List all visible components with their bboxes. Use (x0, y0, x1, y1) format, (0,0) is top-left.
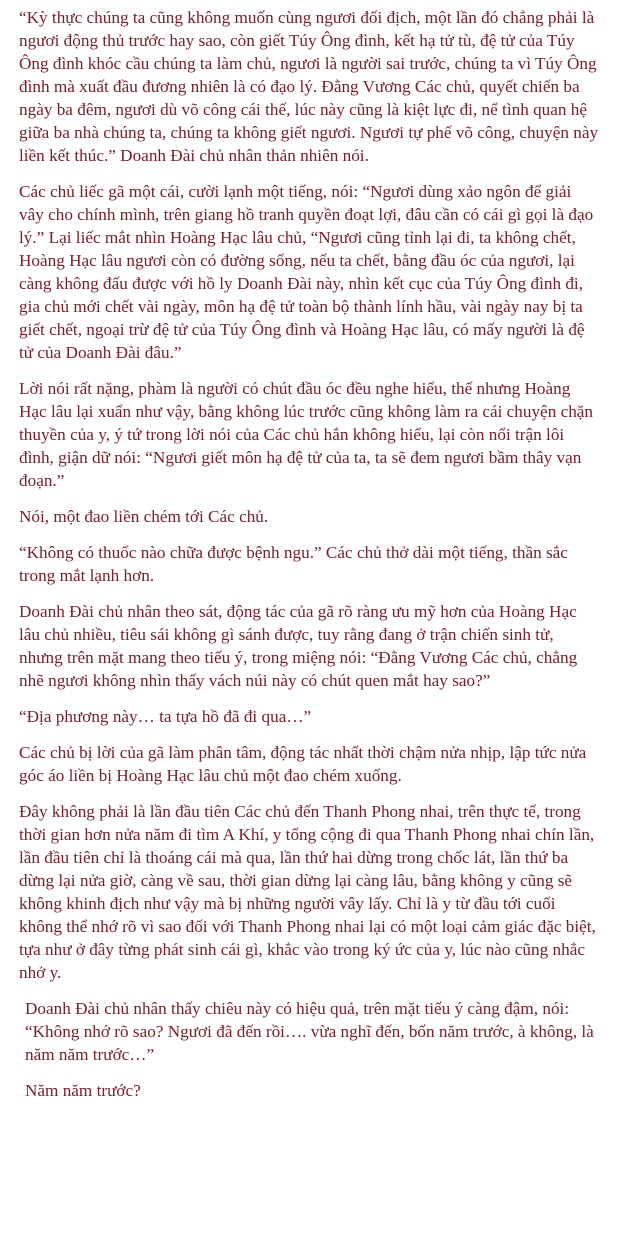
paragraph-9: Đây không phải là lần đầu tiên Các chủ đến Thanh Phong nhai, trên thực tế, trong thời gian hơn nửa năm đi tìm A Khí, y tổng cộng đi qua Thanh Phong nhai chín lần, lần đầu tiên chỉ là thoáng cái mà qua, lần thứ hai dừng trong chốc lát, lần thứ ba dừng lại nửa giờ, càng về sau, thời gian dừng lại càng lâu, bằng không y cũng sẽ không khinh địch như vậy mà bị những người vây lấy. Chỉ là y từ đầu tới cuối không thể nhớ rõ vì sao đối với Thanh Phong nhai lại có một loại cảm giác đặc biệt, tựa như ở đây từng phát sinh cái gì, khắc vào trong ký ức của y, lúc nào cũng nhắc nhở y. (19, 802, 596, 982)
paragraph-10: Doanh Đài chủ nhân thấy chiêu này có hiệu quả, trên mặt tiếu ý càng đậm, nói: “Không nhớ rõ sao? Ngươi đã đến rồi…. vừa nghĩ đến, bốn năm trước, à không, là năm năm trước…” (25, 999, 594, 1064)
paragraph-7: “Địa phương này… ta tựa hồ đã đi qua…” (19, 707, 312, 726)
paragraph-11: Năm năm trước? (25, 1081, 141, 1100)
paragraph-2: Các chủ liếc gã một cái, cười lạnh một tiếng, nói: “Ngươi dùng xảo ngôn để giải vây cho chính mình, trên giang hồ tranh quyền đoạt lợi, đâu cần có cái gì gọi là đạo lý.” Lại liếc mắt nhìn Hoàng Hạc lâu chủ, “Ngươi cũng tỉnh lại đi, ta không chết, Hoàng Hạc lâu ngươi còn có đường sống, nếu ta chết, bằng đầu óc của ngươi, lại càng không đấu được với hồ ly Doanh Đài này, nhìn kết cục của Túy Ông đình đi, gia chủ mới chết vài ngày, môn hạ đệ tử toàn bộ thành lính hầu, vài ngày nay bị ta giết chết, ngoại trừ đệ tử của Túy Ông đình và Hoàng Hạc lâu, có mấy người là đệ tử của Doanh Đài đâu.” (19, 182, 594, 362)
paragraph-4: Nói, một đao liền chém tới Các chủ. (19, 507, 269, 526)
paragraph-8: Các chủ bị lời của gã làm phân tâm, động tác nhất thời chậm nửa nhịp, lập tức nửa góc áo liền bị Hoàng Hạc lâu chủ một đao chém xuống. (19, 743, 587, 785)
paragraph-1: “Kỳ thực chúng ta cũng không muốn cùng ngươi đối địch, một lần đó chẳng phải là ngươi động thủ trước hay sao, còn giết Túy Ông đình, kết hạ tử tù, đệ tử của Túy Ông đình khóc cầu chúng ta làm chủ, ngươi là người sai trước, chúng ta vì Túy Ông đình mà xuất đầu đương nhiên là có đạo lý. Đằng Vương Các chủ, quyết chiến ba ngày ba đêm, ngươi dù võ công cái thế, lúc này cũng là kiệt lực đi, nể tình quan hệ giữa ba nhà chúng ta, chúng ta không giết ngươi. Ngươi tự phế võ công, chuyện này liền kết thúc.” Doanh Đài chủ nhân thản nhiên nói. (19, 8, 599, 165)
paragraph-5: “Không có thuốc nào chữa được bệnh ngu.” Các chủ thở dài một tiếng, thần sắc trong mắt lạnh hơn. (19, 543, 568, 585)
paragraph-3: Lời nói rất nặng, phàm là người có chút đầu óc đều nghe hiểu, thế nhưng Hoàng Hạc lâu lại xuẩn như vậy, bằng không lúc trước cũng không làm ra cái chuyện chặn thuyền của y, ý tứ trong lời nói của Các chủ hắn không hiểu, lại còn nổi trận lôi đình, giận dữ nói: “Ngươi giết môn hạ đệ tử của ta, ta sẽ đem ngươi bầm thây vạn đoạn.” (19, 379, 594, 490)
paragraph-6: Doanh Đài chủ nhân theo sát, động tác của gã rõ ràng ưu mỹ hơn của Hoàng Hạc lâu chủ nhiều, tiêu sái không gì sánh được, tuy rằng đang ở trận chiến sinh tử, nhưng trên mặt mang theo tiếu ý, trong miệng nói: “Đằng Vương Các chủ, chẳng nhẽ ngươi không nhìn thấy vách núi này có chút quen mắt hay sao?” (19, 602, 578, 690)
